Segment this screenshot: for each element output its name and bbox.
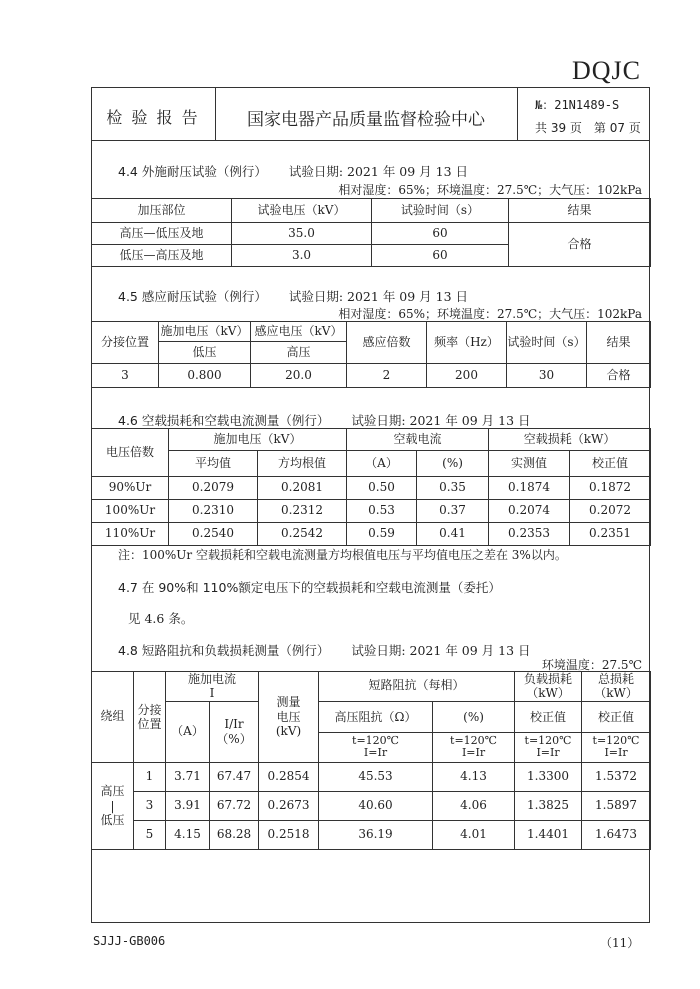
section-4-8-title: 4.8 短路阻抗和负载损耗测量（例行） <box>118 643 330 658</box>
table-4-8 <box>91 671 651 850</box>
header-ratio-line1: I/Ir <box>224 717 244 732</box>
cell-ratio: 67.72 <box>210 791 259 820</box>
cell-avg: 0.2540 <box>169 523 258 546</box>
header-separator-2 <box>517 87 518 140</box>
cell-load-loss: 1.3300 <box>515 762 582 791</box>
header-current-line2: I <box>209 686 215 701</box>
cell-time: 60 <box>372 245 509 267</box>
header-load-corrected-label: 校正值 <box>515 702 581 733</box>
table-4-6-header <box>92 429 651 451</box>
header-rms: 方均根值 <box>258 451 347 477</box>
cell-measured: 0.1874 <box>489 477 570 500</box>
table-row <box>92 820 651 849</box>
header-hv-impedance-cond <box>319 733 432 762</box>
header-load-corrected <box>515 701 582 762</box>
header-tap-line2: 位置 <box>137 716 162 731</box>
header-amp: （A） <box>166 701 210 762</box>
header-load-line1: 负载损耗 <box>524 672 573 686</box>
header-total-line1: 总损耗 <box>598 672 635 686</box>
cell-voltage: 0.2673 <box>259 791 319 820</box>
cell-tap: 1 <box>134 762 166 791</box>
cell-impedance-pct: 4.01 <box>433 820 515 849</box>
report-number: №：21N1489-S <box>535 98 620 112</box>
cell-winding <box>92 762 134 849</box>
section-4-8-conditions: 环境温度：27.5℃ <box>541 658 642 672</box>
cell-corrected: 0.1872 <box>570 477 651 500</box>
header-current <box>166 672 259 702</box>
table-4-5 <box>91 321 651 388</box>
cell-time: 60 <box>372 223 509 245</box>
section-4-6-date: 试验日期: 2021 年 09 月 13 日 <box>351 413 531 428</box>
winding-separator: | <box>110 798 115 813</box>
cell-multiple: 110%Ur <box>92 523 169 546</box>
cell-measured: 0.2353 <box>489 523 570 546</box>
header-tap <box>134 672 166 763</box>
cell-tap: 3 <box>92 364 159 388</box>
table-row <box>92 223 651 245</box>
cond-temp: t=120℃ <box>592 733 640 747</box>
cell-rms: 0.2312 <box>258 500 347 523</box>
section-4-5-date: 试验日期: 2021 年 09 月 13 日 <box>288 289 469 304</box>
header-multiple: 电压倍数 <box>92 429 169 477</box>
header-part: 加压部位 <box>92 199 232 223</box>
cell-part: 高压—低压及地 <box>92 223 232 245</box>
header-tap: 分接位置 <box>92 322 159 364</box>
cell-avg: 0.2079 <box>169 477 258 500</box>
header-result: 结果 <box>587 322 651 364</box>
winding-low: 低压 <box>100 812 125 827</box>
header-frequency: 频率（Hz） <box>427 322 507 364</box>
table-row <box>92 762 651 791</box>
form-code: SJJJ-GB006 <box>93 934 166 948</box>
cell-voltage: 3.0 <box>232 245 372 267</box>
table-4-8-header <box>92 672 651 702</box>
table-row <box>92 791 651 820</box>
header-multiple: 感应倍数 <box>347 322 427 364</box>
header-hv-impedance <box>319 701 433 762</box>
cell-rms: 0.2542 <box>258 523 347 546</box>
header-amp: （A） <box>347 451 417 477</box>
header-total-corrected-cond <box>582 733 650 762</box>
report-label: 检 验 报 告 <box>106 108 200 127</box>
cell-pct: 0.37 <box>417 500 489 523</box>
table-row <box>92 500 651 523</box>
table-4-6 <box>91 428 651 546</box>
table-row <box>92 477 651 500</box>
header-applied: 施加电压（kV） <box>159 322 251 342</box>
header-result: 结果 <box>509 199 651 223</box>
header-measured-line1: 测量 <box>276 695 301 710</box>
cond-temp: t=120℃ <box>352 733 399 747</box>
cell-measured: 0.2074 <box>489 500 570 523</box>
cell-corrected: 0.2072 <box>570 500 651 523</box>
table-row <box>92 364 651 388</box>
section-4-8-heading <box>118 641 531 659</box>
cell-induced: 20.0 <box>251 364 347 388</box>
cell-impedance-pct: 4.06 <box>433 791 515 820</box>
cond-temp: t=120℃ <box>450 733 497 747</box>
cell-multiple: 2 <box>347 364 427 388</box>
header-total-corrected-label: 校正值 <box>582 702 650 733</box>
header-measured-voltage <box>259 672 319 763</box>
cell-ratio: 67.47 <box>210 762 259 791</box>
header-measured-line2: 电压 <box>276 709 301 724</box>
header-time: 试验时间（s） <box>507 322 587 364</box>
cell-corrected: 0.2351 <box>570 523 651 546</box>
header-total-corrected <box>582 701 651 762</box>
cell-amp: 3.71 <box>166 762 210 791</box>
section-4-6-heading <box>118 411 531 429</box>
header-impedance-pct <box>433 701 515 762</box>
cell-amp: 3.91 <box>166 791 210 820</box>
header-load-line2: （kW） <box>526 686 570 701</box>
cell-rms: 0.2081 <box>258 477 347 500</box>
document-code: DQJC <box>572 56 642 85</box>
header-high: 高压 <box>251 342 347 364</box>
section-4-4-heading <box>118 162 468 180</box>
cell-amp: 0.50 <box>347 477 417 500</box>
cell-frequency: 200 <box>427 364 507 388</box>
header-load-loss <box>515 672 582 702</box>
table-4-6-subheader <box>92 451 651 477</box>
table-4-5-header <box>92 322 651 342</box>
cell-time: 30 <box>507 364 587 388</box>
cell-result: 合格 <box>509 223 651 267</box>
header-measured-line3: (kV) <box>275 724 302 739</box>
header-impedance-pct-cond <box>433 733 514 762</box>
center-name: 国家电器产品质量监督检验中心 <box>247 110 485 130</box>
cond-temp: t=120℃ <box>524 733 572 747</box>
cell-pct: 0.35 <box>417 477 489 500</box>
cell-impedance: 40.60 <box>319 791 433 820</box>
header-time: 试验时间（s） <box>372 199 509 223</box>
page-number: （11） <box>600 936 640 950</box>
header-total-line2: （kW） <box>594 686 638 701</box>
header-current: 空载电流 <box>347 429 489 451</box>
table-row <box>92 523 651 546</box>
header-applied: 施加电压（kV） <box>169 429 347 451</box>
section-4-8-date: 试验日期: 2021 年 09 月 13 日 <box>351 643 531 658</box>
header-pct: (%) <box>417 451 489 477</box>
table-4-8-subheader <box>92 701 651 762</box>
section-4-7-text: 见 4.6 条。 <box>128 611 194 626</box>
cell-amp: 0.59 <box>347 523 417 546</box>
cell-multiple: 100%Ur <box>92 500 169 523</box>
section-4-6-title: 4.6 空载损耗和空载电流测量（例行） <box>118 413 330 428</box>
cell-tap: 3 <box>134 791 166 820</box>
header-voltage: 试验电压（kV） <box>232 199 372 223</box>
header-tap-line1: 分接 <box>137 702 162 717</box>
section-4-5-heading <box>118 287 468 305</box>
table-4-4 <box>91 198 651 267</box>
header-induced: 感应电压（kV） <box>251 322 347 342</box>
cell-impedance: 45.53 <box>319 762 433 791</box>
cell-load-loss: 1.3825 <box>515 791 582 820</box>
cond-current: I=Ir <box>363 746 388 760</box>
cell-total-loss: 1.6473 <box>582 820 651 849</box>
header-impedance: 短路阻抗（每相） <box>319 672 515 702</box>
cond-current: I=Ir <box>536 746 560 760</box>
cond-current: I=Ir <box>461 746 486 760</box>
header-low: 低压 <box>159 342 251 364</box>
cell-applied: 0.800 <box>159 364 251 388</box>
section-4-4-title: 4.4 外施耐压试验（例行） <box>118 164 267 179</box>
cell-impedance: 36.19 <box>319 820 433 849</box>
cell-part: 低压—高压及地 <box>92 245 232 267</box>
cell-tap: 5 <box>134 820 166 849</box>
header-current-line1: 施加电流 <box>188 672 237 686</box>
cell-avg: 0.2310 <box>169 500 258 523</box>
header-winding: 绕组 <box>92 672 134 763</box>
cell-result: 合格 <box>587 364 651 388</box>
cell-load-loss: 1.4401 <box>515 820 582 849</box>
cell-impedance-pct: 4.13 <box>433 762 515 791</box>
header-loss: 空载损耗（kW） <box>489 429 651 451</box>
header-measured: 实测值 <box>489 451 570 477</box>
winding-high: 高压 <box>100 784 125 799</box>
cond-current: I=Ir <box>604 746 628 760</box>
header-corrected: 校正值 <box>570 451 651 477</box>
header-ratio-line2: （%） <box>216 731 252 746</box>
header-hv-impedance-label: 高压阻抗（Ω） <box>319 702 432 733</box>
cell-total-loss: 1.5372 <box>582 762 651 791</box>
header-impedance-pct-label: (%) <box>433 702 514 733</box>
cell-voltage: 0.2518 <box>259 820 319 849</box>
section-4-5-title: 4.5 感应耐压试验（例行） <box>118 289 267 304</box>
cell-voltage: 0.2854 <box>259 762 319 791</box>
cell-amp: 4.15 <box>166 820 210 849</box>
cell-voltage: 35.0 <box>232 223 372 245</box>
section-4-4-date: 试验日期: 2021 年 09 月 13 日 <box>288 164 469 179</box>
cell-multiple: 90%Ur <box>92 477 169 500</box>
header-total-loss <box>582 672 651 702</box>
header-ratio <box>210 701 259 762</box>
section-4-5-conditions: 相对湿度：65%；环境温度：27.5℃；大气压：102kPa <box>338 307 642 321</box>
header-load-corrected-cond <box>515 733 581 762</box>
cell-pct: 0.41 <box>417 523 489 546</box>
cell-amp: 0.53 <box>347 500 417 523</box>
section-4-6-note: 注：100%Ur 空载损耗和空载电流测量方均根值电压与平均值电压之差在 3%以内。 <box>118 548 567 562</box>
page-count: 共 39 页 第 07 页 <box>535 121 641 135</box>
header-avg: 平均值 <box>169 451 258 477</box>
cell-ratio: 68.28 <box>210 820 259 849</box>
header-divider <box>91 140 650 141</box>
table-4-4-header <box>92 199 651 223</box>
cell-total-loss: 1.5897 <box>582 791 651 820</box>
section-4-7-title: 4.7 在 90%和 110%额定电压下的空载损耗和空载电流测量（委托） <box>118 580 501 595</box>
section-4-4-conditions: 相对湿度：65%；环境温度：27.5℃；大气压：102kPa <box>338 183 642 197</box>
